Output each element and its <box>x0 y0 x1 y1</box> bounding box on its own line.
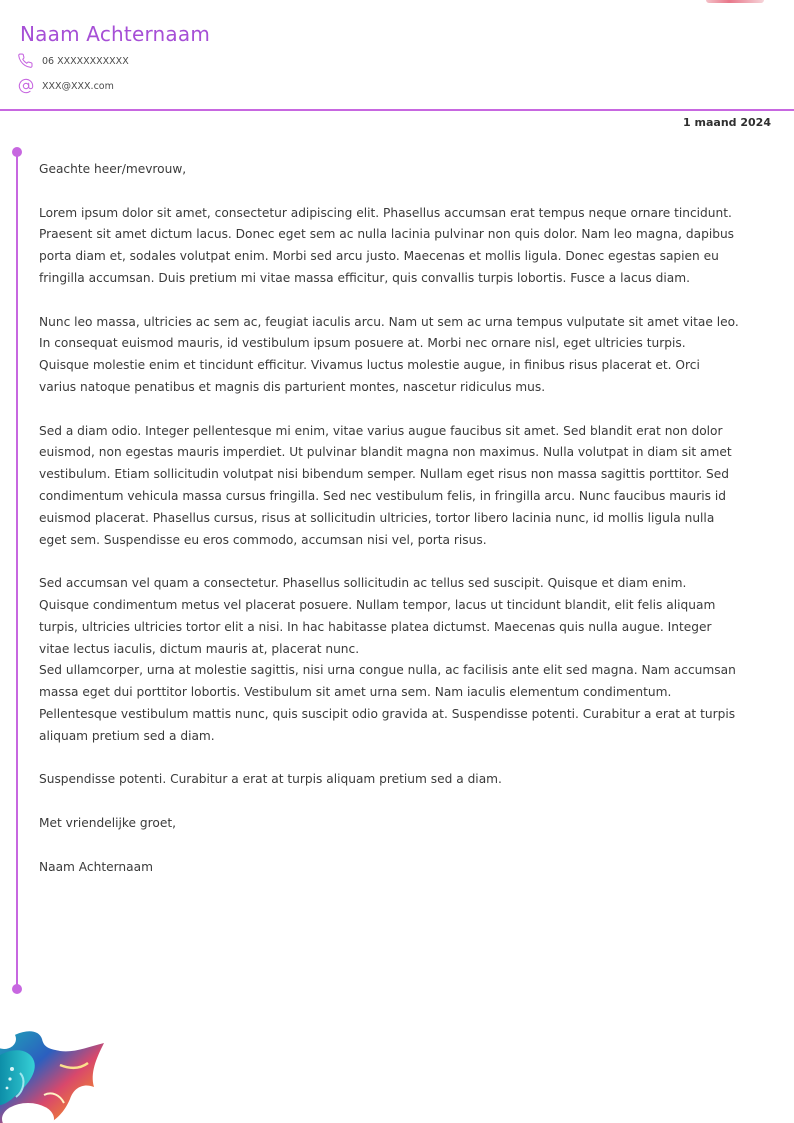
paragraph-5: Suspendisse potenti. Curabitur a erat at turpis aliquam pretium sed a diam. <box>39 772 502 787</box>
email-address: XXX@XXX.com <box>42 80 114 92</box>
paragraph-3: Sed a diam odio. Integer pellentesque mi enim, vitae varius augue faucibus sit amet. Sed blandit erat non dolor euismod, non egestas mauris imperdiet. Ut pulvinar blandit magna non maximus. Nulla volutpat in diam sit amet vestibulum. Etiam sollicitudin volutpat nisi bibendum semper. Nullam eget risus non massa sagittis porttitor. Sed condimentum vehicula massa cursus fringilla. Sed nec vestibulum felis, in fringilla arcu. Nunc faucibus mauris id euismod placerat. Phasellus cursus, risus at sollicitudin ultricies, tortor libero lacinia nunc, id mollis ligula nulla eget sem. Suspendisse eu eros commodo, accumsan nisi vel, porta risus. <box>39 423 732 547</box>
contact-phone <box>18 53 129 69</box>
sender-name: Naam Achternaam <box>20 22 211 46</box>
paragraph-2: Nunc leo massa, ultricies ac sem ac, feugiat iaculis arcu. Nam ut sem ac urna tempus vulputate sit amet vitae leo. In consequat euismod mauris, id vestibulum ipsum posuere at. Morbi nec ornare nisl, eget ultricies turpis. Quisque molestie enim et tincidunt efficitur. Vivamus luctus molestie augue, in finibus risus placerat et. Orci varius natoque penatibus et magnis dis parturient montes, nascetur ridiculus mus. <box>39 314 739 394</box>
closing: Met vriendelijke groet, <box>39 815 176 830</box>
at-sign-icon <box>18 78 34 94</box>
signature: Naam Achternaam <box>39 859 153 874</box>
paragraph-1: Lorem ipsum dolor sit amet, consectetur adipiscing elit. Phasellus accumsan erat tempus neque ornare tincidunt. Praesent sit amet dictum lacus. Donec eget sem ac nulla lacinia pulvinar non quis dolor. Nam leo magna, dapibus porta diam et, sodales volutpat enim. Morbi sed arcu justo. Maecenas et mollis ligula. Donec egestas sapien eu fringilla accumsan. Duis pretium mi vitae massa efficitur, quis convallis turpis lobortis. Fusce a lacus diam. <box>39 205 735 285</box>
phone-icon <box>18 53 34 69</box>
timeline-dot-top <box>12 147 22 157</box>
top-decoration <box>706 0 764 3</box>
timeline-dot-bottom <box>12 984 22 994</box>
contact-email <box>18 78 114 94</box>
letter-date: 1 maand 2024 <box>683 116 771 129</box>
letter-body <box>39 159 739 900</box>
header-divider <box>0 109 794 111</box>
timeline-line <box>16 151 18 989</box>
decorative-corner-art <box>0 1025 110 1123</box>
phone-number: 06 XXXXXXXXXXX <box>42 55 129 67</box>
paragraph-4: Sed accumsan vel quam a consectetur. Phasellus sollicitudin ac tellus sed suscipit. Quisque et diam enim. Quisque condimentum metus vel placerat posuere. Nullam tempor, lacus ut tincidunt blandit, elit felis aliquam turpis, ultricies ultricies tortor elit a nisi. In hac habitasse platea dictumst. Maecenas quis nulla augue. Integer vitae lectus iaculis, dictum mauris at, placerat nunc. Sed ullamcorper, urna at molestie sagittis, nisi urna congue nulla, ac facilisis ante elit sed magna. Nam accumsan massa eget dui porttitor lobortis. Vestibulum sit amet urna sem. Nam iaculis elementum condimentum. Pellentesque vestibulum mattis nunc, quis suscipit odio gravida at. Suspendisse potenti. Curabitur a erat at turpis aliquam pretium sed a diam. <box>39 576 736 743</box>
salutation: Geachte heer/mevrouw, <box>39 162 187 176</box>
